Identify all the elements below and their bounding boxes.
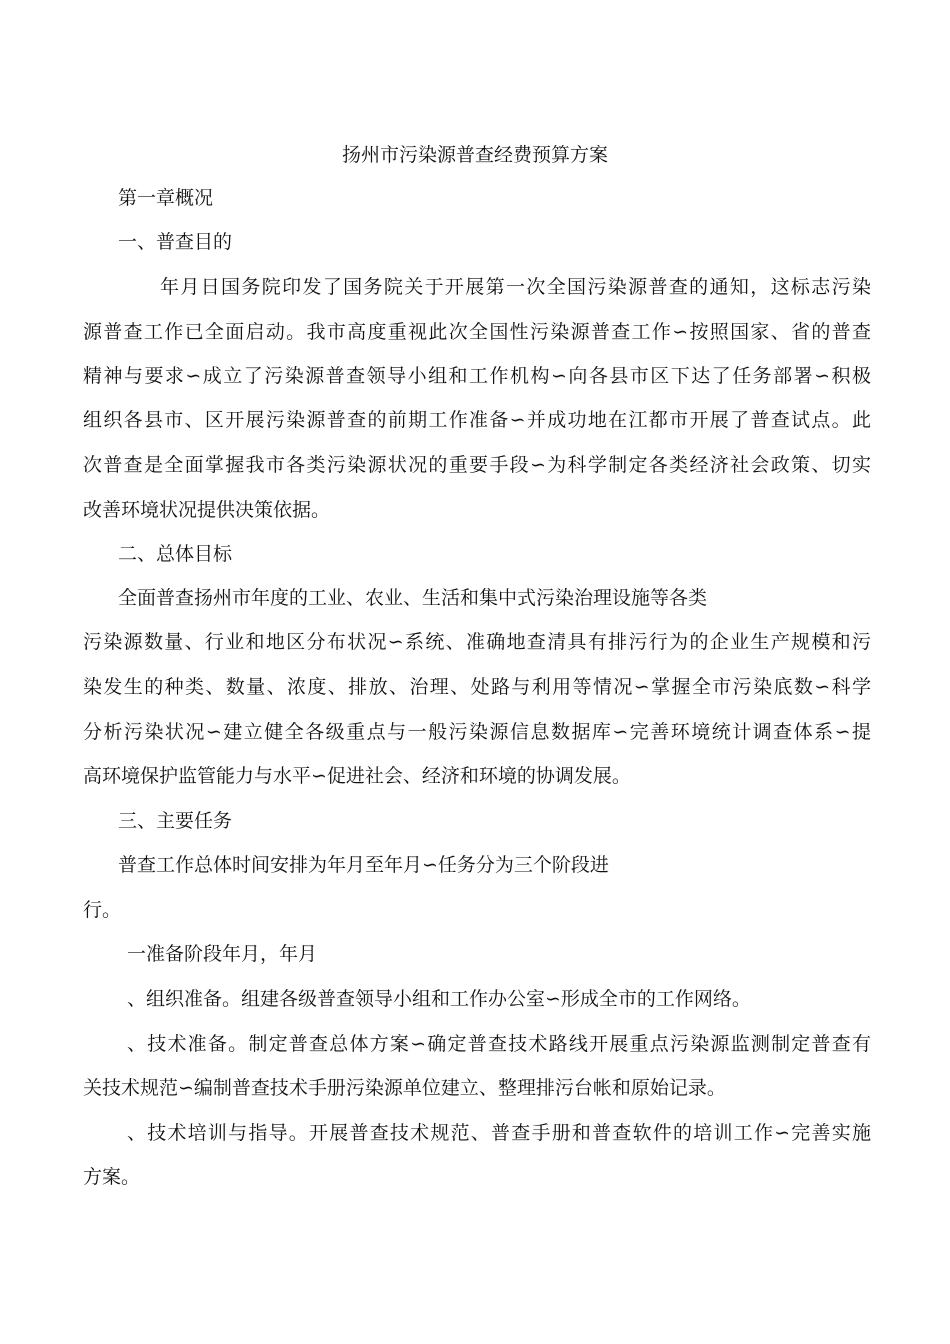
chapter-heading: 第一章概况: [118, 187, 214, 209]
document-title: 扬州市污染源普查经费预算方案: [341, 144, 608, 166]
paragraph-line: 方案。: [83, 1166, 141, 1188]
paragraph-line: 污染源数量、行业和地区分布状况∽系统、准确地查清具有排污行为的企业生产规模和污: [83, 631, 871, 653]
paragraph-line: 、技术培训与指导。开展普查技术规范、普查手册和普查软件的培训工作∽完善实施: [127, 1122, 871, 1144]
section-heading-tasks: 三、主要任务: [118, 810, 233, 832]
paragraph-line: 年月日国务院印发了国务院关于开展第一次全国污染源普查的通知，这标志污染: [160, 276, 871, 298]
paragraph-line: 源普查工作已全面启动。我市高度重视此次全国性污染源普查工作∽按照国家、省的普查: [83, 321, 871, 343]
paragraph-line: 改善环境状况提供决策依据。: [83, 499, 331, 521]
paragraph-line: 次普查是全面掌握我市各类污染源状况的重要手段∽为科学制定各类经济社会政策、切实: [83, 454, 871, 476]
paragraph-line: 组织各县市、区开展污染源普查的前期工作准备∽并成功地在江都市开展了普查试点。此: [83, 409, 871, 431]
paragraph-line: 精神与要求∽成立了污染源普查领导小组和工作机构∽向各县市区下达了任务部署∽积极: [83, 365, 871, 387]
paragraph-line: 行。: [83, 899, 122, 921]
section-heading-goal: 二、总体目标: [118, 543, 233, 565]
paragraph-line: 全面普查扬州市年度的工业、农业、生活和集中式污染治理设施等各类: [118, 587, 708, 609]
paragraph-line: 、技术准备。制定普查总体方案∽确定普查技术路线开展重点污染源监测制定普查有: [127, 1033, 871, 1055]
paragraph-line: 染发生的种类、数量、浓度、排放、治理、处路与利用等情况∽掌握全市污染底数∽科学: [83, 676, 871, 698]
paragraph-line: 高环境保护监管能力与水平∽促进社会、经济和环境的协调发展。: [83, 765, 631, 787]
section-heading-purpose: 一、普查目的: [118, 231, 233, 253]
paragraph-line: 分析污染状况∽建立健全各级重点与一般污染源信息数据库∽完善环境统计调查体系∽提: [83, 721, 871, 743]
paragraph-line: 、组织准备。组建各级普查领导小组和工作办公室∽形成全市的工作网络。: [127, 988, 751, 1010]
paragraph-line: 普查工作总体时间安排为年月至年月∽任务分为三个阶段进: [118, 854, 609, 876]
subsection-heading: 一准备阶段年月，年月: [127, 943, 318, 965]
paragraph-line: 关技术规范∽编制普查技术手册污染源单位建立、整理排污台帐和原始记录。: [83, 1077, 726, 1099]
